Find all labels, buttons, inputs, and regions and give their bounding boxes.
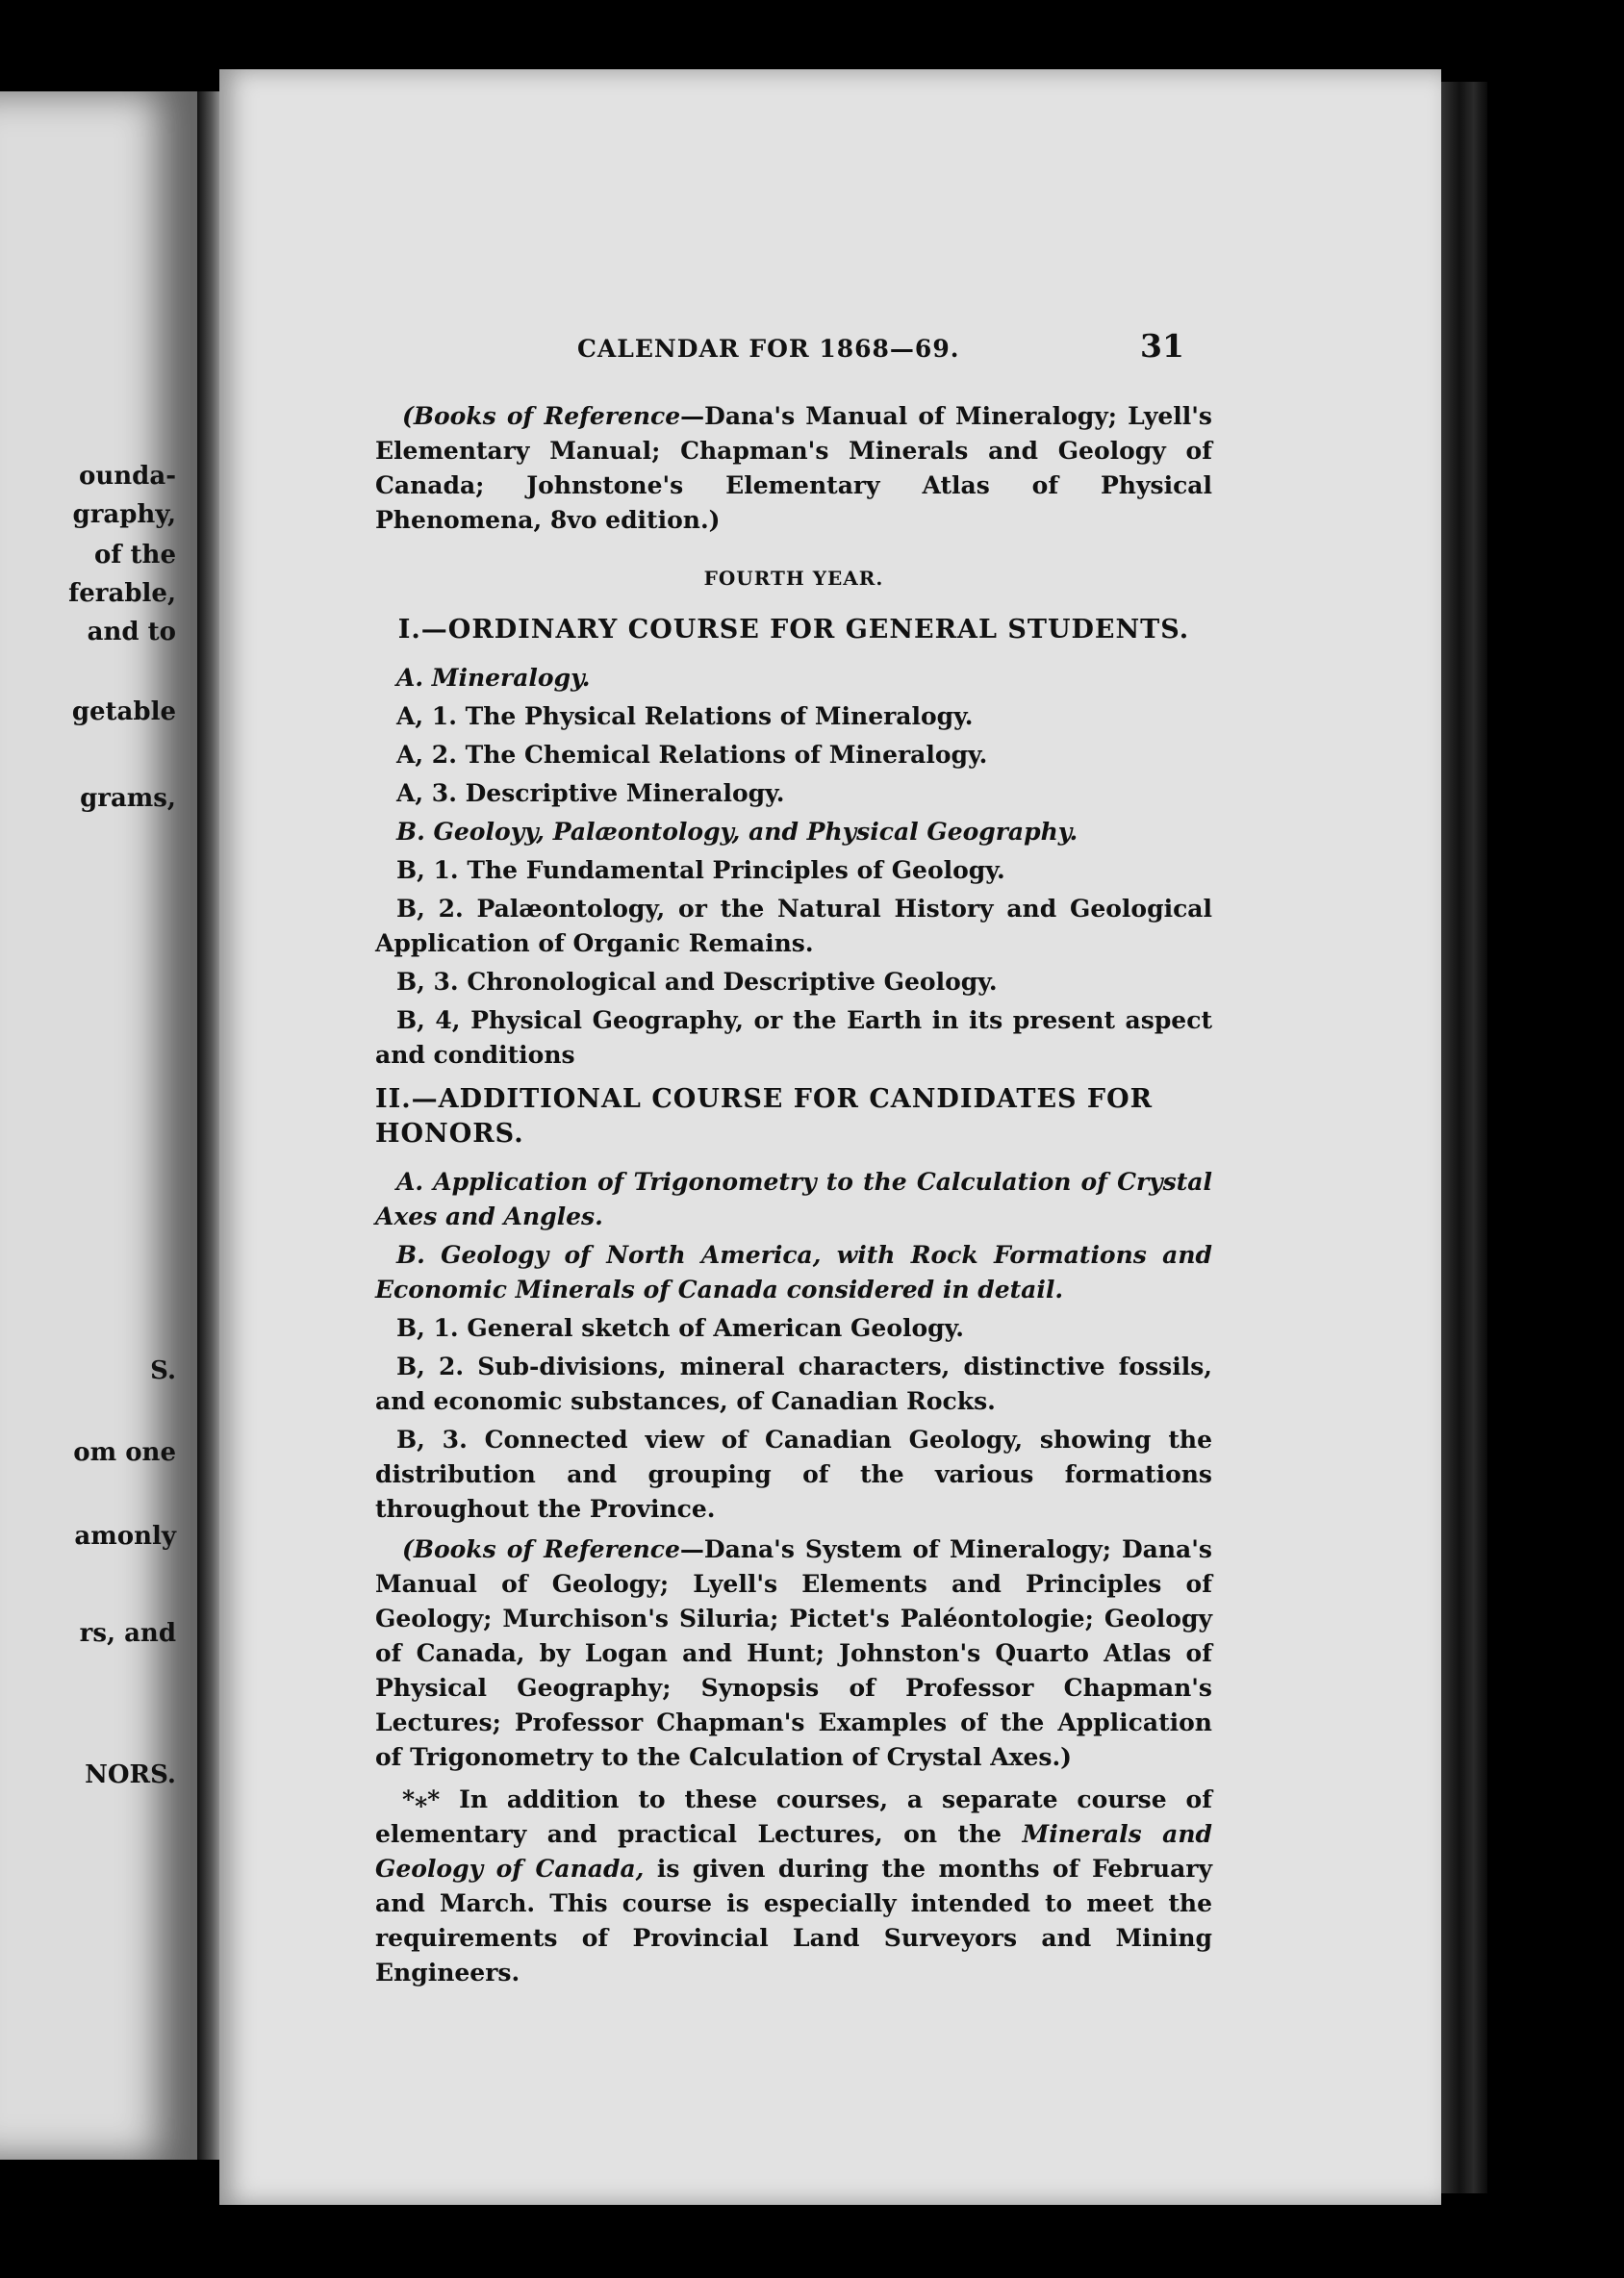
reference-label: (Books of Reference bbox=[402, 402, 681, 430]
left-fragment: grams, bbox=[80, 784, 176, 813]
course-item: A, 1. The Physical Relations of Mineralogy. bbox=[396, 702, 974, 730]
year-heading: FOURTH YEAR. bbox=[703, 567, 884, 590]
reference-label: (Books of Reference bbox=[402, 1535, 680, 1563]
left-fragment: NORS. bbox=[85, 1760, 176, 1789]
note-text: In addition to these courses, a separate course of elementary and practical Lectures, on the bbox=[375, 1785, 1212, 1848]
left-fragment: S. bbox=[150, 1356, 176, 1385]
course-item: B, 1. The Fundamental Principles of Geology. bbox=[396, 856, 1005, 884]
page-edge bbox=[1441, 82, 1487, 2193]
left-fragment: ounda- bbox=[79, 462, 176, 491]
course-item: B, 2. Sub-divisions, mineral characters, distinctive fossils, and economic substances, of Canadian Rocks. bbox=[375, 1353, 1212, 1415]
left-fragment: and to bbox=[87, 618, 176, 646]
subject-heading: A. Mineralogy. bbox=[396, 664, 591, 692]
left-fragment: om one bbox=[73, 1438, 176, 1467]
course-item: B, 3. Chronological and Descriptive Geology. bbox=[396, 968, 998, 996]
left-page bbox=[0, 91, 197, 2160]
asterism: *⁎* bbox=[402, 1785, 441, 1813]
course-item: A, 2. The Chemical Relations of Mineralogy. bbox=[396, 741, 988, 769]
section-heading: II.—ADDITIONAL COURSE FOR CANDIDATES FOR HONORS. bbox=[375, 1084, 1154, 1149]
left-fragment: graphy, bbox=[72, 500, 176, 529]
reference-paragraph bbox=[375, 1532, 1212, 1775]
book-gutter bbox=[197, 91, 221, 2160]
page-number: 31 bbox=[1140, 327, 1184, 365]
left-fragment: getable bbox=[71, 697, 176, 726]
note-text: is given during the months of February and March. This course is especially intended to meet the requirements of Provincial Land Surveyors and Mining Engineers. bbox=[375, 1855, 1212, 1987]
course-item: B, 1. General sketch of American Geology. bbox=[396, 1314, 965, 1342]
running-head: CALENDAR FOR 1868—69. bbox=[577, 335, 960, 363]
reference-paragraph bbox=[375, 399, 1212, 538]
left-fragment: amonly bbox=[74, 1522, 176, 1551]
note-italic: Minerals and Geology of Canada, bbox=[375, 1820, 1212, 1883]
course-item: A, 3. Descriptive Mineralogy. bbox=[396, 779, 785, 807]
subject-heading: B. Geoloyy, Palæontology, and Physical Geography. bbox=[396, 818, 1078, 846]
left-fragment: ferable, bbox=[68, 579, 176, 608]
section-heading: I.—ORDINARY COURSE FOR GENERAL STUDENTS. bbox=[397, 615, 1190, 645]
reference-text: —Dana's System of Mineralogy; Dana's Manual of Geology; Lyell's Elements and Principles of Geology; Murchison's Siluria; Pictet's Paléontologie; Geology of Canada, by Logan and Hunt; Johnston's Quarto Atlas of Physical Geography; Synopsis of Professor Chapman's Lectures; Professor Chapman's Examples of the Application of Trigonometry to the Calculation of Crystal Axes.) bbox=[375, 1535, 1212, 1771]
subject-heading: B. Geology of North America, with Rock Formations and Economic Minerals of Canada considered in detail. bbox=[375, 1241, 1212, 1304]
course-item: B, 4, Physical Geography, or the Earth in its present aspect and conditions bbox=[375, 1006, 1212, 1069]
left-fragment: rs, and bbox=[79, 1619, 176, 1648]
reference-text: —Dana's Manual of Mineralogy; Lyell's Elementary Manual; Chapman's Minerals and Geology of Canada; Johnstone's Elementary Atlas of Physical Phenomena, 8vo edition.) bbox=[375, 402, 1212, 534]
page-body bbox=[375, 399, 1212, 1996]
note-paragraph bbox=[375, 1783, 1212, 1990]
course-item: B, 3. Connected view of Canadian Geology, showing the distribution and grouping of the various formations throughout the Province. bbox=[375, 1426, 1212, 1523]
left-fragment: of the bbox=[93, 541, 176, 570]
course-item: B, 2. Palæontology, or the Natural History and Geological Application of Organic Remains. bbox=[375, 895, 1212, 957]
subject-heading: A. Application of Trigonometry to the Calculation of Crystal Axes and Angles. bbox=[375, 1168, 1212, 1230]
